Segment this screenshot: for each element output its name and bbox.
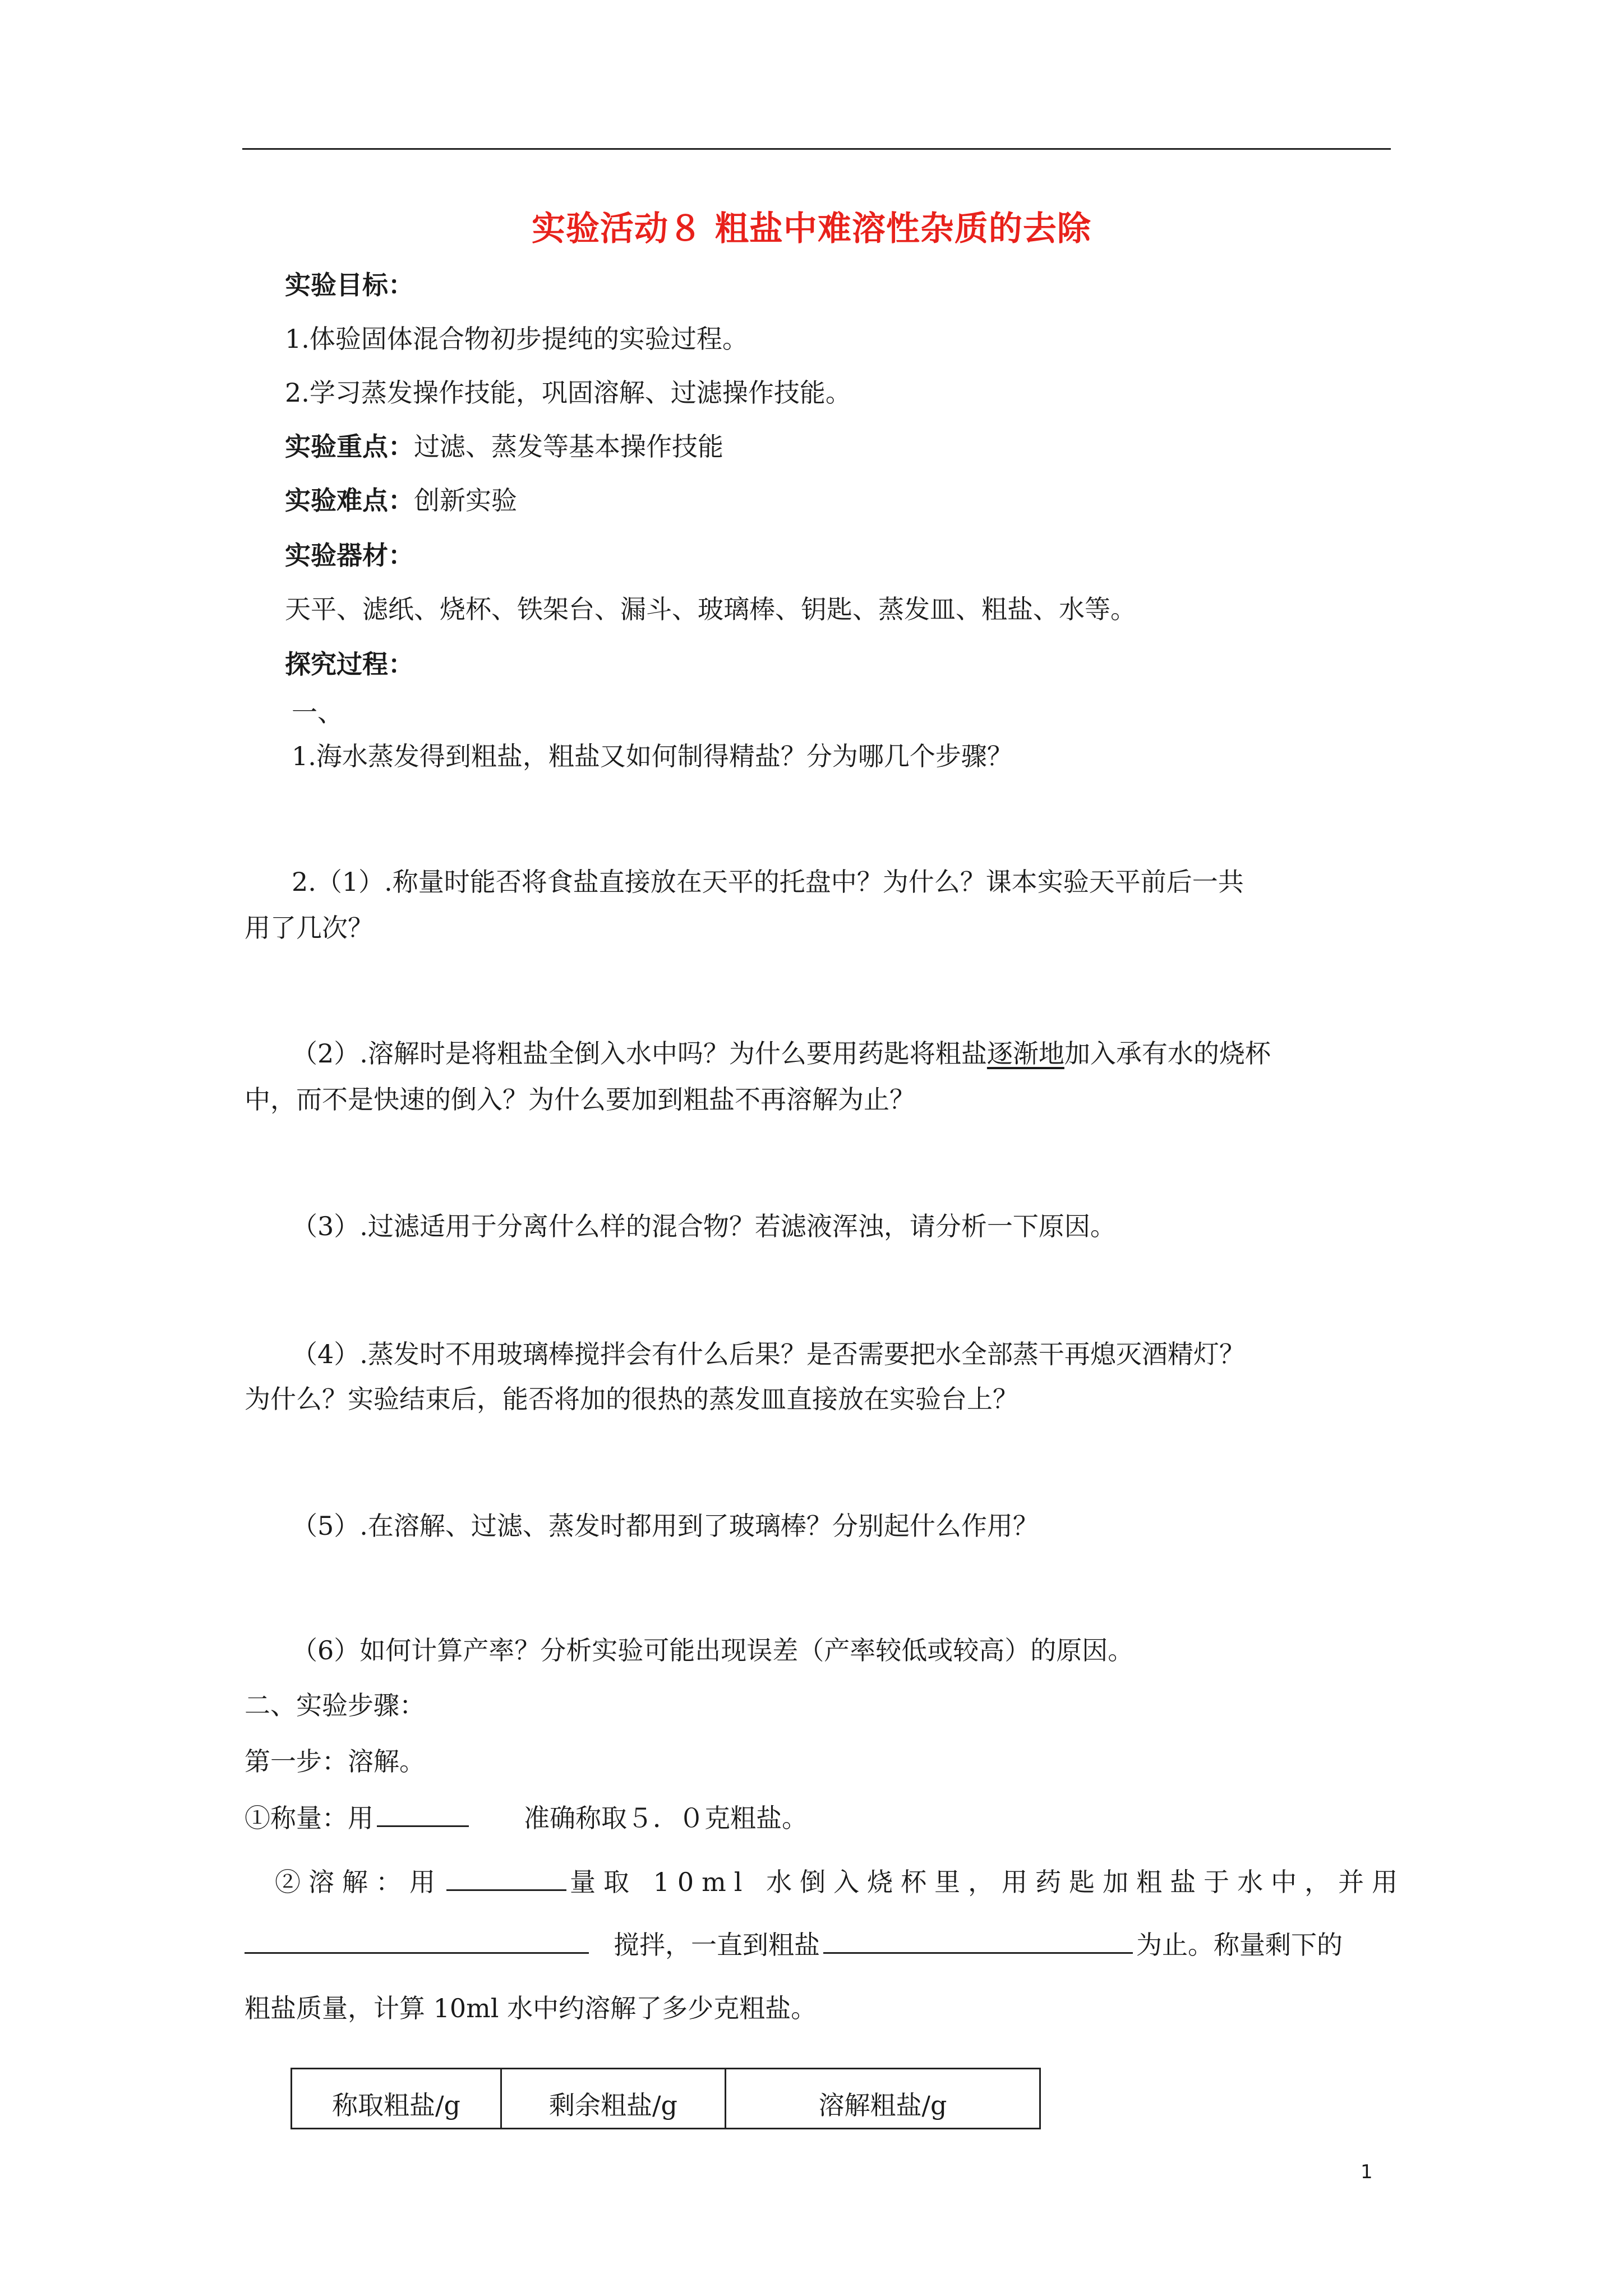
question-2-4-line1: （4）.蒸发时不用玻璃棒搅拌会有什么后果？是否需要把水全部蒸干再熄灭酒精灯？ <box>292 1339 1245 1369</box>
weigh-line <box>245 1801 808 1835</box>
question-2-1-line2: 用了几次？ <box>245 913 374 943</box>
stir-text: 搅拌，一直到粗盐 <box>614 1930 820 1960</box>
question-2-2-line1 <box>292 1037 1271 1070</box>
dissolve-until-blank[interactable] <box>823 1927 1133 1954</box>
stir-line <box>245 1927 1343 1962</box>
question-1: 1.海水蒸发得到粗盐，粗盐又如何制得精盐？分为哪几个步骤？ <box>292 741 1013 771</box>
key-point <box>285 430 723 463</box>
question-2-4-line2: 为什么？实验结束后，能否将加的很热的蒸发皿直接放在实验台上？ <box>245 1384 1018 1414</box>
weigh-text-end: 准确称取５．０克粗盐。 <box>524 1803 808 1833</box>
results-table <box>291 2068 1041 2129</box>
question-2-2-line2: 中，而不是快速的倒入？为什么要加到粗盐不再溶解为止？ <box>245 1084 915 1115</box>
weigh-blank[interactable] <box>377 1801 469 1827</box>
question-2-6: （6）如何计算产率？分析实验可能出现误差（产率较低或较高）的原因。 <box>292 1635 1134 1665</box>
stir-tool-blank[interactable] <box>245 1927 589 1954</box>
step-one: 第一步：溶解。 <box>245 1746 425 1777</box>
steps-heading: 二、实验步骤： <box>245 1690 425 1720</box>
key-point-text: 过滤、蒸发等基本操作技能 <box>414 431 723 462</box>
objectives-heading: 实验目标： <box>285 270 414 300</box>
difficulty-label: 实验难点： <box>285 485 414 516</box>
weigh-text: ①称量：用 <box>245 1803 374 1833</box>
table-header-cell: 剩余粗盐/g <box>502 2069 726 2128</box>
difficulty-text: 创新实验 <box>414 485 517 516</box>
dissolve-blank[interactable] <box>446 1865 566 1891</box>
objective-item: 2.学习蒸发操作技能，巩固溶解、过滤操作技能。 <box>285 378 851 408</box>
table-header-cell: 溶解粗盐/g <box>818 2090 947 2120</box>
question-2-2-text: （2）.溶解时是将粗盐全倒入水中吗？为什么要用药匙将粗盐 <box>292 1038 987 1069</box>
equipment-text: 天平、滤纸、烧杯、铁架台、漏斗、玻璃棒、钥匙、蒸发皿、粗盐、水等。 <box>285 594 1136 624</box>
header-rule <box>242 148 1391 150</box>
question-2-1-line1: 2.（1）.称量时能否将食盐直接放在天平的托盘中？为什么？课本实验天平前后一共 <box>292 867 1244 897</box>
difficulty <box>285 484 517 517</box>
equipment-heading: 实验器材： <box>285 540 414 570</box>
page-number: 1 <box>1361 2161 1373 2183</box>
process-heading: 探究过程： <box>285 649 414 679</box>
dissolve-line <box>275 1865 1405 1899</box>
table-header-cell: 称取粗盐/g <box>292 2069 502 2128</box>
dissolve-text: ②溶解：用 <box>275 1867 443 1897</box>
question-2-3: （3）.过滤适用于分离什么样的混合物？若滤液浑浊，请分析一下原因。 <box>292 1211 1116 1241</box>
question-2-5: （5）.在溶解、过滤、蒸发时都用到了玻璃棒？分别起什么作用？ <box>292 1511 1039 1541</box>
mass-line: 粗盐质量，计算 10ml 水中约溶解了多少克粗盐。 <box>245 1993 817 2023</box>
question-2-2-text-end: 加入承有水的烧杯 <box>1064 1038 1271 1069</box>
dissolve-text-mid: 量取 10ml 水倒入烧杯里，用药匙加粗盐于水中，并用 <box>570 1867 1406 1897</box>
section-one-label: 一、 <box>292 697 343 728</box>
page-title: 实验活动８ 粗盐中难溶性杂质的去除 <box>532 209 1091 249</box>
question-2-2-underlined: 逐渐地 <box>986 1038 1064 1069</box>
stir-text-end: 为止。称量剩下的 <box>1136 1930 1343 1960</box>
key-point-label: 实验重点： <box>285 431 414 462</box>
objective-item: 1.体验固体混合物初步提纯的实验过程。 <box>285 324 748 354</box>
